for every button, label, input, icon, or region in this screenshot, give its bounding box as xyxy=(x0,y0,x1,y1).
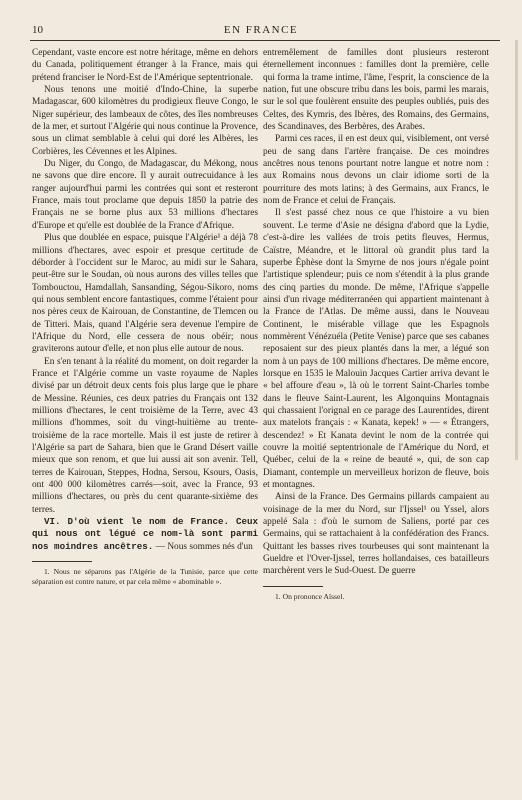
section-heading: VI. D'où vient le nom de France. Ceux qui nous ont légué ce nom-là sont parmi nos moindres ancêtres. xyxy=(32,516,258,552)
header-rule xyxy=(30,40,500,41)
section-paragraph xyxy=(32,516,258,553)
page-number: 10 xyxy=(32,24,43,36)
paragraph: Parmi ces races, il en est deux qui, visiblement, ont versé peu de sang dans l'artère française. De ces moindres ancêtres nous tenons pourtant notre langue et notre nom : aux Romains nous devons un clair idiome sorti de la pourriture des mots latins; à des Germains, aux Francs, le nom de France et celui de Français. xyxy=(263,134,489,207)
paragraph: Cependant, vaste encore est notre héritage, même en dehors du Canada, politiquement étranger à la France, mais qui prétend franciser le Nord-Est de l'Amérique septentrionale. xyxy=(32,48,258,83)
paragraph: entremêlement de familles dont plusieurs resteront éternellement inconnues : familles dont la première, celle qui forma la trame intime, l'âme, l'esprit, la conscience de la nation, fut une obscure tribu dans les bois, parmi les marais, sur le sol que foulèrent ensuite des peuples oubliés, puis des Celtes, des Kymris, des Ibères, des Romains, des Germains, des Scandinaves, des Berbères, des Arabes. xyxy=(263,48,489,133)
footnote: 1. Nous ne séparons pas l'Algérie de la Tunisie, parce que cette séparation est contre nature, et par cela même « abominable ». xyxy=(32,567,258,587)
paragraph: Nous tenons une moitié d'Indo-Chine, la superbe Madagascar, 600 kilomètres du prodigieux fleuve Congo, le Niger supérieur, des lambeaux de côtes, des îles nombreuses de la mer, et surtout l'Algérie qui nous continue la Provence, sous un climat semblable à celui qui doré les Albères, les Corbières, les Cévennes et les Alpines. xyxy=(32,85,259,157)
footnote-rule xyxy=(32,561,92,562)
paragraph: Ainsi de la France. Des Germains pillards campaient au voisinage de la mer du Nord, sur l'Ijssel¹ ou Yssel, alors appelé Sala : d'où le surnom de Saliens, porté par ces Germains, qui se rattachaient à la confédération des Francs. Quittant les basses rives tourbeuses qui sont maintenant la Gueldre et l'Over-Ijssel, terres hollandaises, ces batailleurs marchèrent vers le Sud-Ouest. De guerre xyxy=(263,492,489,577)
footnote-rule xyxy=(263,586,323,587)
paragraph: Il s'est passé chez nous ce que l'histoire a vu bien souvent. Le terme d'Asie ne désigna d'abord que la Lydie, c'est-à-dire les vallées de trois petits fleuves, Hermus, Caïstre, Méandre, et le littoral où grandit plus tard la superbe Éphèse dont la Smyrne de nos jours n'égale point l'artistique splendeur; puis ce nom s'étendit à la plus grande des cinq parties du monde. De même, l'Afrique s'appelle ainsi d'un rivage méditerranéen qui appartient maintenant à la France de l'Atlas. De même aussi, dans le Nouveau Continent, le misérable village que les Espagnols nommèrent Vénézuéla (Petite Venise) parce que ses cabanes reposaient sur des pieux plantés dans la mer, a légué son nom à un pays de 100 millions d'hectares. De même encore, lorsque en 1535 le Malouin Jacques Cartier arriva devant le « bel affoure d'eau », là où le torrent Saint-Charles tombe dans le fleuve Saint-Laurent, les Algonquins Montagnais qui chassaient l'orignal en ce parage des Laurentides, dirent aux matelots français : « Kanata, kepek! » — « Étrangers, descendez! » Et Kanata devint le nom de la contrée qui couvre la moitié septentrionale de l'Amérique du Nord, et Québec, celui de la « reine de beauté », qui, de son cap Diamant, contemple un merveilleux horizon de fleuve, bois et montagnes. xyxy=(263,208,489,491)
paragraph: En s'en tenant à la réalité du moment, on doit regarder la France et l'Algérie comme un vaste royaume de Naples divisé par un détroit deux cents fois plus large que le phare de Messine. Réunies, ces deux patries du Français ont 132 millions d'hectares, le cent troisième de la Terre, avec 43 millions d'hommes, soit du vingt-huitième au trente-troisième de la race mortelle. Mais il est juste de retirer à l'Algérie sa part de Sahara, bien que le Grand Désert vaille mieux que son renom, et que lui aussi ait son avenir. Tell, terres de Kairouan, Steppes, Hodna, Sersou, Ksours, Oasis, ont 400 000 kilomètres carrés—soit, avec la France, 93 millions d'hectares, ou près du cent quarante-sixième des terres. xyxy=(32,356,258,515)
section-text: — Nous sommes nés d'un xyxy=(153,541,253,552)
paragraph: Plus que doublée en espace, puisque l'Algérie¹ a déjà 78 millions d'hectares, avec espoir et presque certitude de déborder à l'occident sur le Maroc, au midi sur le Sahara, peut-être sur le Soudan, où nous aurons des villes telles que Tombouctou, Hamdallah, Sansanding, Ségou-Sikoro, noms qui nous semblent encore fantastiques, comme l'étaient pour nos pères ceux de Kairouan, de Constantine, de Tlemcen ou de Titteri. Mais, quand l'Algérie sera devenue l'empire de l'Afrique du Nord, elle cessera de nous obéir; nous graviterons autour d'elle, et non plus elle autour de nous. xyxy=(32,233,258,355)
page-edge-shadow xyxy=(515,40,518,460)
footnote: 1. On prononce Aïssel. xyxy=(275,591,345,601)
left-column xyxy=(32,47,258,587)
paragraph: Du Niger, du Congo, de Madagascar, du Mékong, nous ne savons que dire encore. Il y aurait outrecuidance à les ranger aujourd'hui parmi les contrées qui sont et resteront France, mais tout proclame que depuis 1850 la patrie des Français ne se borne plus aux 53 millions d'hectares d'Europe et qu'elle est doublée de la France d'Afrique. xyxy=(32,159,258,231)
running-head: EN FRANCE xyxy=(223,24,299,36)
right-column xyxy=(263,47,489,602)
